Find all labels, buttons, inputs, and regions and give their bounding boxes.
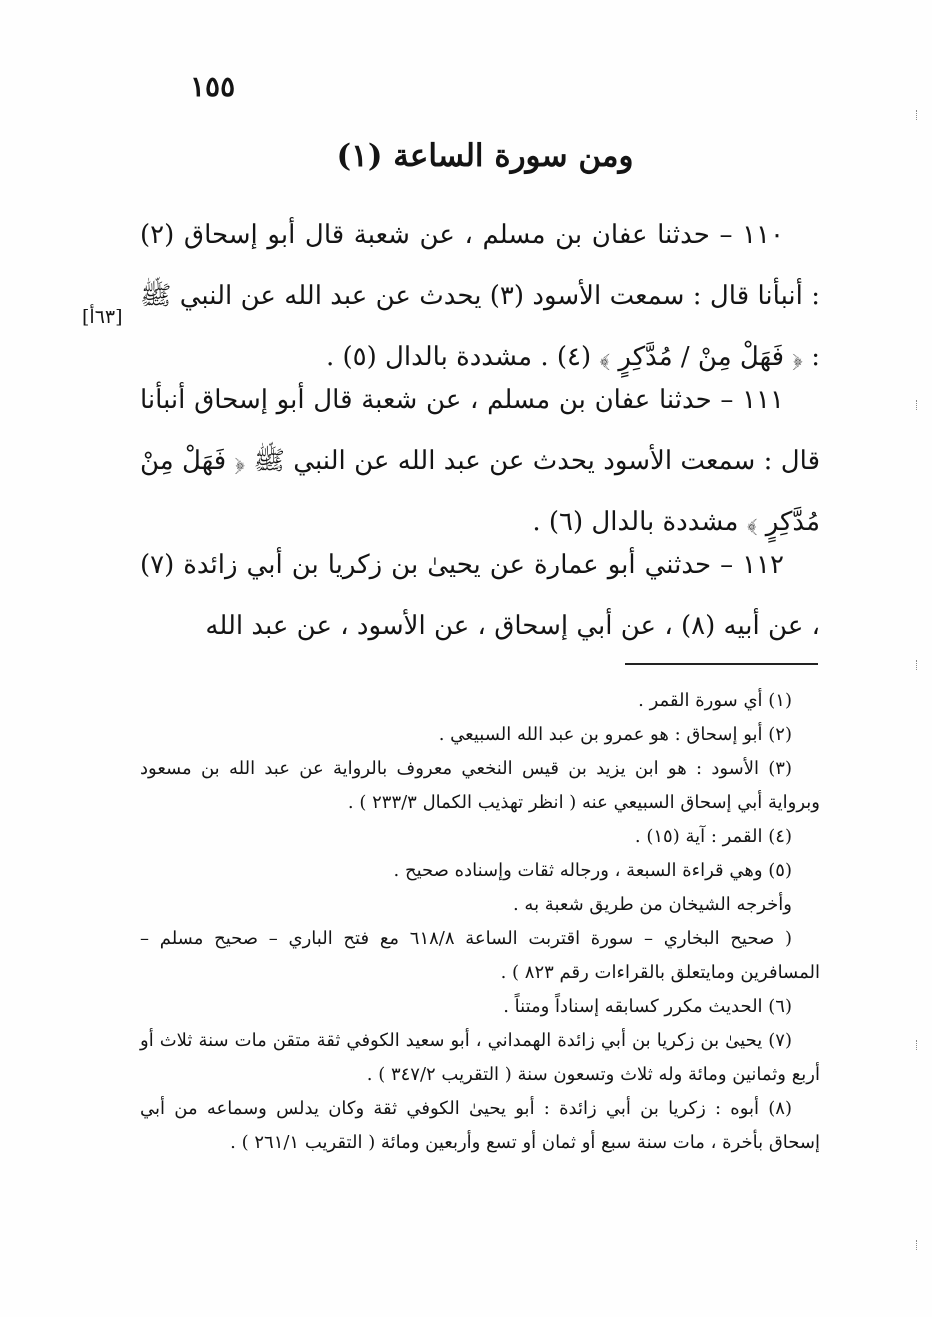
hadith-text: ١١٠ – حدثنا عفان بن مسلم ، عن شعبة قال أبو إسحاق (٢) : أنبأنا قال : سمعت الأسود (٣) يحدث عن عبد الله عن النبي ﷺ : ﴿ فَهَلْ مِنْ / مُدَّكِرٍ ﴾ (٤) . مشددة بالدال (٥) .: [140, 220, 820, 372]
scan-edge-mark: [916, 660, 921, 670]
footnote: (٤) القمر : آية (١٥) .: [634, 826, 792, 847]
hadith-text: ١١١ – حدثنا عفان بن مسلم ، عن شعبة قال أبو إسحاق أنبأنا قال : سمعت الأسود يحدث عن عبد الله عن النبي ﷺ ﴿ فَهَلْ مِنْ مُدَّكِرٍ ﴾ مشددة بالدال (٦) .: [140, 385, 820, 537]
chapter-title: ومن سورة الساعة (١): [336, 138, 634, 174]
hadith-112: [140, 535, 820, 657]
scan-edge-mark: [916, 400, 921, 410]
footnote-divider: [625, 663, 818, 665]
scan-edge-mark: [916, 1240, 921, 1250]
scan-edge-mark: [916, 1040, 921, 1050]
footnote: (٥) وهي قراءة السبعة ، ورجاله ثقات وإسناده صحيح .: [393, 860, 792, 881]
footnote-continuation: وأخرجه الشيخان من طريق شعبة به .: [512, 894, 792, 915]
footnote: (٢) أبو إسحاق : هو عمرو بن عبد الله السبيعي .: [438, 724, 792, 745]
footnote: (٧) يحيىٰ بن زكريا بن أبي زائدة الهمداني ، أبو سعيد الكوفي ثقة متقن مات سنة ثلاث أو أربع وثمانين ومائة وله ثلاث وتسعون سنة ( التقريب ٣٤٧/٢ ) .: [140, 1030, 820, 1085]
hadith-110: [140, 205, 820, 388]
hadith-text: ١١٢ – حدثني أبو عمارة عن يحيىٰ بن زكريا بن أبي زائدة (٧) ، عن أبيه (٨) ، عن أبي إسحاق ، عن الأسود ، عن عبد الله: [140, 550, 820, 641]
footnote: (٣) الأسود : هو ابن يزيد بن قيس النخعي معروف بالرواية عن عبد الله بن مسعود وبرواية أبي إسحاق السبيعي عنه ( انظر تهذيب الكمال ٢٣٣/٣ ) .: [140, 758, 820, 813]
footnote: (١) أي سورة القمر .: [638, 690, 792, 711]
footnote-continuation: ( صحيح البخاري – سورة اقتربت الساعة ٦١٨/٨ مع فتح الباري – صحيح مسلم – المسافرين ومايتعلق بالقراءات رقم ٨٢٣ ) .: [140, 928, 820, 983]
footnotes: [140, 684, 820, 1160]
scan-edge-mark: [916, 110, 921, 120]
margin-reference: [٦٣أ]: [82, 306, 123, 328]
footnote: (٦) الحديث مكرر كسابقه إسناداً ومتناً .: [503, 996, 792, 1017]
page-number: ١٥٥: [190, 70, 236, 103]
hadith-111: [140, 370, 820, 553]
footnote: (٨) أبوه : زكريا بن أبي زائدة : أبو يحيىٰ الكوفي ثقة وكان يدلس وسماعه من أبي إسحاق بأخرة ، مات سنة سبع أو ثمان أو تسع وأربعين ومائة ( التقريب ٢٦١/١ ) .: [140, 1098, 820, 1153]
